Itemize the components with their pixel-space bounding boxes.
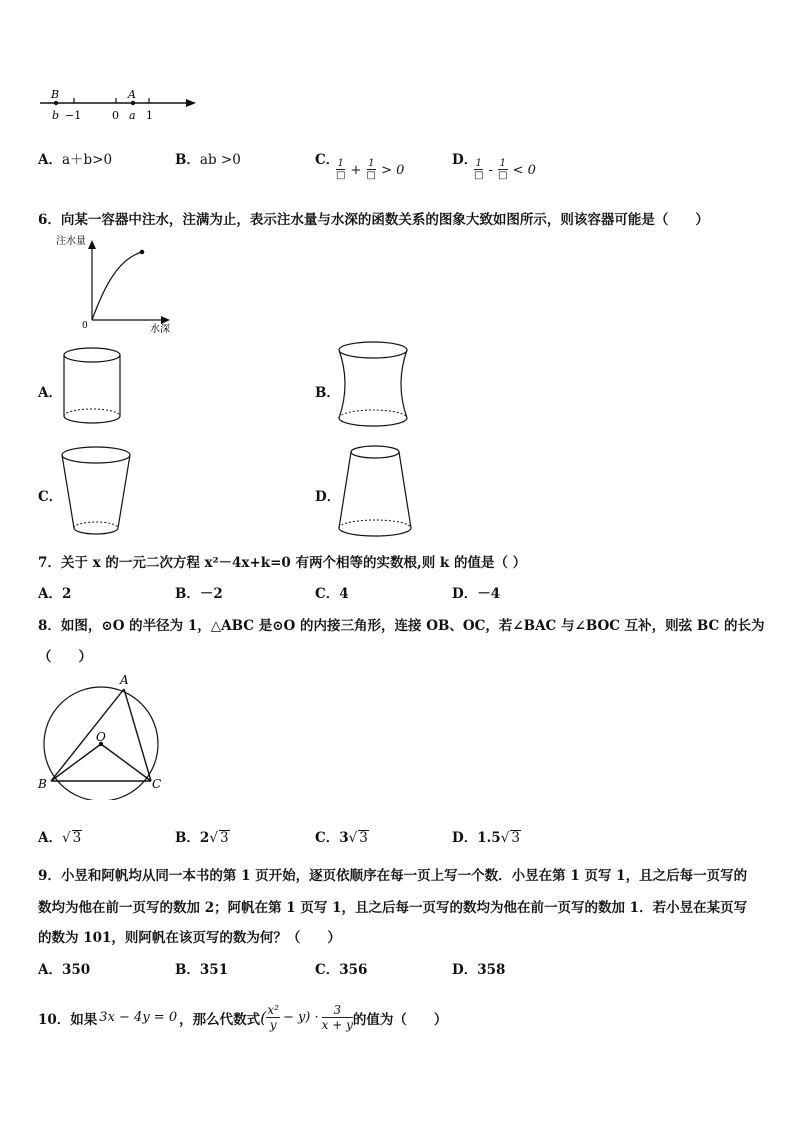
fig-label-A: A — [120, 673, 129, 687]
q9-question-line3: 的数为 101，则阿帆在该页写的数为何？（ ） — [38, 930, 341, 946]
q10-fraction-2: $\frac{3}{x + y}$ — [321, 1003, 353, 1032]
q5-option-b[interactable]: B．ab >0 — [175, 152, 241, 168]
label-minus1: −1 — [65, 109, 82, 122]
label-a: a — [129, 109, 136, 122]
q7-option-a[interactable]: A．2 — [38, 586, 72, 602]
q6-option-c[interactable]: C． — [38, 489, 63, 505]
point-b — [54, 101, 58, 105]
graph-ylabel: 注水量 — [56, 236, 86, 247]
point-a — [131, 101, 135, 105]
q6-option-b[interactable]: B． — [315, 385, 340, 401]
label-one: 1 — [146, 109, 153, 122]
container-narrowing-down-icon — [56, 444, 136, 540]
q7-option-d[interactable]: D．－4 — [452, 586, 501, 602]
container-widening-down-icon — [333, 442, 417, 540]
q5-option-c[interactable]: C． — [315, 152, 340, 168]
label-zero: 0 — [112, 109, 119, 122]
q10-fraction-1: $\frac{\text{x²}}{y}$ — [267, 1003, 279, 1032]
q7-option-b[interactable]: B．－2 — [175, 586, 223, 602]
label-B: B — [51, 88, 60, 101]
graph-xlabel: 水深 — [150, 324, 170, 335]
q8-option-c[interactable]: C．3√ 3 — [315, 830, 368, 846]
q5-option-a[interactable]: A．a＋b>0 — [38, 152, 113, 168]
container-cylinder-icon — [56, 344, 128, 428]
q8-question-line1: 8．如图，⊙O 的半径为 1，△ABC 是⊙O 的内接三角形，连接 OB、OC，若∠BAC 与∠BOC 互补，则弦 BC 的长为 — [38, 618, 765, 634]
q9-option-b[interactable]: B．351 — [175, 962, 229, 978]
q8-option-d[interactable]: D．1.5√ 3 — [452, 830, 520, 846]
q9-option-c[interactable]: C．356 — [315, 962, 368, 978]
q5-option-d[interactable]: D． — [452, 152, 478, 168]
q5-option-d-expression: $\frac{1}{□}$ - $\frac{1}{□}$ < 0 — [474, 158, 536, 181]
q10-condition: 3x − 4y = 0 — [99, 1010, 178, 1025]
q7-question: 7．关于 x 的一元二次方程 x²－4x+k=0 有两个相等的实数根,则 k 的值是（ ） — [38, 555, 527, 571]
q8-option-b[interactable]: B．2√ 3 — [175, 830, 229, 846]
q10-question: 10．如果 3x − 4y = 0 ，那么代数式 ( $\frac{\text{x²}}{y}$ − y) · $\frac{3}{x + y}$ 的值为（ ） — [38, 1003, 448, 1032]
graph-origin: 0 — [82, 321, 88, 331]
container-waisted-icon — [333, 338, 413, 432]
q7-option-c[interactable]: C．4 — [315, 586, 349, 602]
q8-option-a[interactable]: A．√ 3 — [38, 830, 82, 846]
q5-option-c-expression: $\frac{1}{□}$ + $\frac{1}{□}$ > 0 — [336, 158, 405, 181]
fig-label-B: B — [38, 777, 47, 791]
q8-question-line2: （ ） — [38, 649, 92, 665]
fig-label-O: O — [96, 730, 106, 744]
q6-option-d[interactable]: D． — [315, 489, 341, 505]
q6-option-a[interactable]: A． — [38, 385, 62, 401]
q9-option-d[interactable]: D．358 — [452, 962, 506, 978]
label-A: A — [128, 88, 136, 101]
q8-circle-figure — [34, 670, 174, 800]
label-b: b — [52, 109, 60, 122]
q9-option-a[interactable]: A．350 — [38, 962, 91, 978]
q9-question-line2: 数均为他在前一页写的数加 2；阿帆在第 1 页写 1，且之后每一页写的数均为他在前一页写的数加 1．若小昱在某页写 — [38, 900, 748, 916]
fig-label-C: C — [152, 777, 162, 791]
q6-question: 6．向某一容器中注水，注满为止，表示注水量与水深的函数关系的图象大致如图所示，则该容器可能是（ ） — [38, 212, 709, 228]
q6-graph — [46, 232, 186, 336]
number-line-figure — [36, 88, 206, 124]
q9-question-line1: 9．小昱和阿帆均从同一本书的第 1 页开始，逐页依顺序在每一页上写一个数．小昱在第 1 页写 1，且之后每一页写的 — [38, 868, 748, 884]
